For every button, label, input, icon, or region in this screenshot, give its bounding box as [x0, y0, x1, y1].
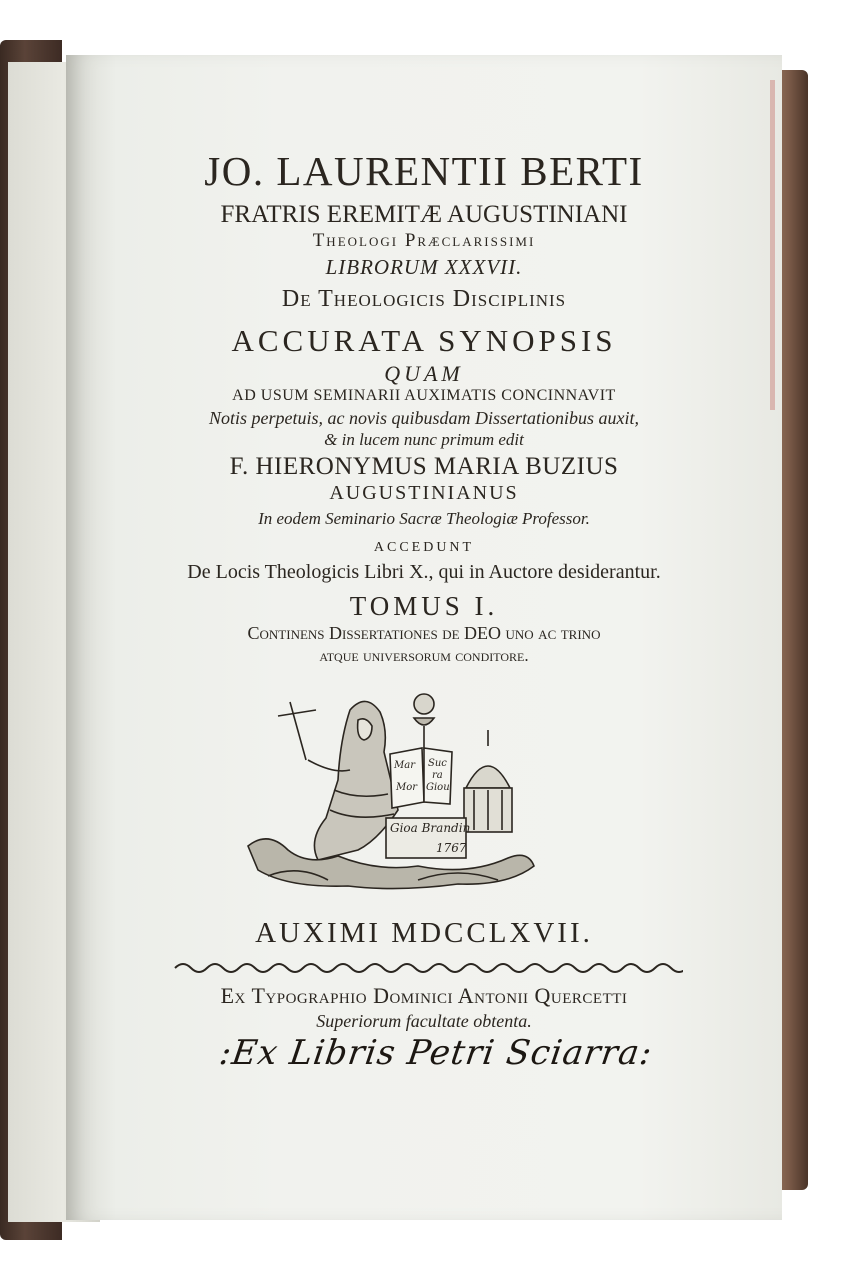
supplement-line: De Locis Theologicis Libri X., qui in Auctore desiderantur. [187, 561, 661, 583]
author-epithet: Theologi Præclarissimi [312, 230, 536, 251]
vignette-book-text-4: Mor [396, 782, 418, 793]
author-name: JO. LAURENTII BERTI [204, 148, 644, 194]
publication-line: & in lucem nunc primum edit [324, 430, 524, 449]
vignette-book-text-2: Suc [428, 758, 447, 769]
notes-line: Notis perpetuis, ac novis quibusdam Dissertationibus auxit, [209, 408, 639, 428]
ownership-inscription-text: :Ex Libris Petri Sciarra: [216, 1033, 656, 1073]
volume-number: TOMUS I. [349, 591, 499, 621]
contents-line-2: atque universorum conditore. [319, 646, 529, 665]
subject-line: De Theologicis Disciplinis [281, 286, 567, 312]
vignette-book-text-3: ra [432, 770, 443, 781]
editor-position: In eodem Seminario Sacræ Theologiæ Professor. [258, 509, 590, 528]
purpose-line: AD USUM SEMINARII AUXIMATIS CONCINNAVIT [232, 387, 616, 404]
engraver-signature: Gioa Brandin [390, 821, 471, 835]
editor-name: F. HIERONYMUS MARIA BUZIUS [229, 453, 619, 480]
ownership-inscription [176, 1027, 696, 1107]
quam-line: QUAM [384, 361, 464, 386]
author-order: FRATRIS EREMITÆ AUGUSTINIANI [220, 201, 628, 228]
books-count: LIBRORUM XXXVII. [325, 255, 523, 279]
engraved-vignette-icon [238, 690, 538, 895]
license-line: Superiorum facultate obtenta. [316, 1011, 532, 1031]
contents-line: Continens Dissertationes de DEO uno ac trino [247, 623, 601, 643]
vignette-book-text-5: Giou [426, 782, 450, 793]
engraver-year: 1767 [436, 841, 467, 855]
editor-order: AUGUSTINIANUS [329, 482, 519, 504]
vignette-book-text-1: Mar [394, 760, 415, 771]
ornamental-rule-icon [171, 960, 683, 976]
printer-line: Ex Typographio Dominici Antonii Quercetti [220, 983, 628, 1008]
accedunt-line: ACCEDUNT [373, 540, 475, 555]
place-and-year: AUXIMI MDCCLXVII. [255, 917, 593, 949]
work-title: ACCURATA SYNOPSIS [231, 323, 617, 358]
